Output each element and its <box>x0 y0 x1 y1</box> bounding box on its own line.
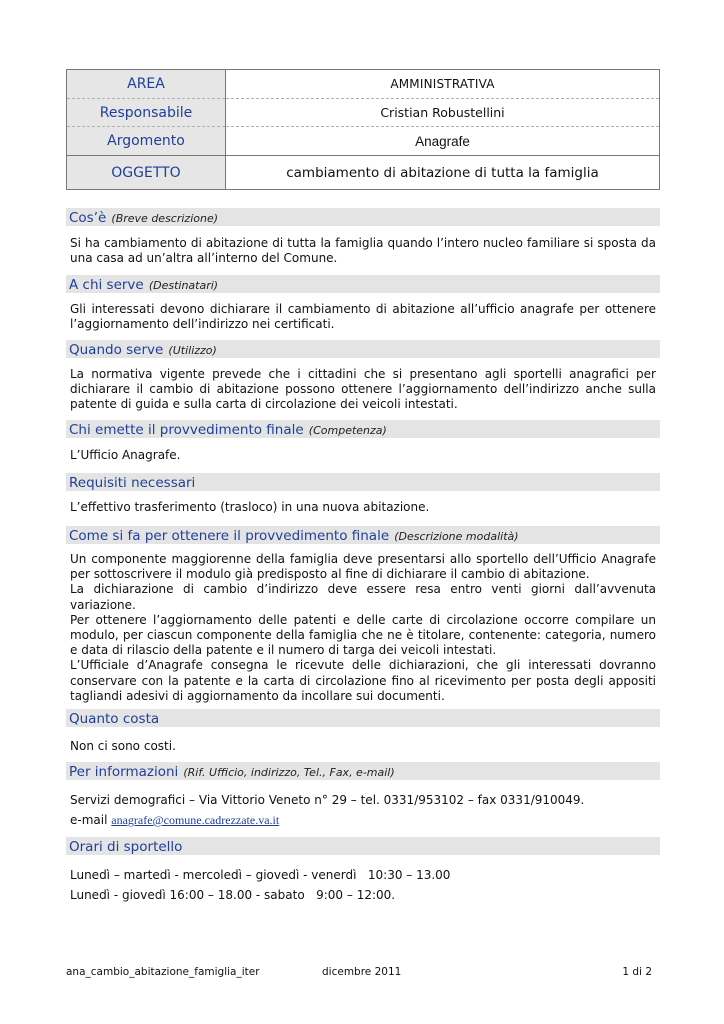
header-row-responsabile <box>67 99 660 127</box>
section-title: Cos’è <box>69 210 107 226</box>
section-subtitle: (Rif. Ufficio, indirizzo, Tel., Fax, e-mail) <box>183 766 395 779</box>
email-line <box>70 813 279 828</box>
section-text-come-si-fa <box>70 552 656 704</box>
section-text-quanto-costa: Non ci sono costi. <box>70 739 176 753</box>
section-header-quando-serve <box>66 340 660 358</box>
section-header-come-si-fa <box>66 526 660 544</box>
section-text-cose: Si ha cambiamento di abitazione di tutta la famiglia quando l’intero nucleo familiare si sposta da una casa ad un’altra all’interno del Comune. <box>70 236 656 266</box>
responsabile-label: Responsabile <box>67 99 226 127</box>
oggetto-value: cambiamento di abitazione di tutta la famiglia <box>286 164 599 181</box>
section-header-requisiti <box>66 473 660 491</box>
section-subtitle: (Destinatari) <box>148 279 219 292</box>
responsabile-value: Cristian Robustellini <box>226 99 660 127</box>
header-table <box>66 69 660 190</box>
section-header-cose <box>66 208 660 226</box>
section-text-quando-serve: La normativa vigente prevede che i cittadini che si presentano agli sportelli anagrafici per dichiarare il cambio di abitazione possono ottenere l’aggiornamento dell’indirizzo anche sulla patente di guida e sulla carta di circolazione dei veicoli intestati. <box>70 367 656 412</box>
section-text-requisiti: L’effettivo trasferimento (trasloco) in una nuova abitazione. <box>70 500 430 514</box>
header-row-area <box>67 70 660 99</box>
header-row-argomento <box>67 127 660 156</box>
email-link[interactable]: anagrafe@comune.cadrezzate.va.it <box>111 813 280 827</box>
area-label: AREA <box>67 70 226 99</box>
section-title: Requisiti necessari <box>69 475 196 491</box>
argomento-label: Argomento <box>67 127 226 156</box>
section-text-chi-emette: L’Ufficio Anagrafe. <box>70 448 181 462</box>
section-title: Per informazioni <box>69 764 179 780</box>
section-subtitle: (Descrizione modalità) <box>394 530 519 543</box>
section-title: Quando serve <box>69 342 164 358</box>
section-title: Quanto costa <box>69 711 160 727</box>
footer-date: dicembre 2011 <box>322 966 402 978</box>
argomento-value: Anagrafe <box>226 127 660 156</box>
section-title: Orari di sportello <box>69 839 183 855</box>
paragraph: L’Ufficiale d’Anagrafe consegna le ricevute delle dichiarazioni, che gli interessati dovranno conservare con la patente e la carta di circolazione fino al ricevimento per posta degli appositi tagliandi adesivi di aggiornamento da incollare sui documenti. <box>70 658 656 703</box>
section-header-per-informazioni <box>66 762 660 780</box>
section-header-a-chi-serve <box>66 275 660 293</box>
section-header-chi-emette <box>66 420 660 438</box>
section-title: Come si fa per ottenere il provvedimento finale <box>69 528 390 544</box>
paragraph: Per ottenere l’aggiornamento delle patenti e delle carte di circolazione occorre compilare un modulo, per ciascun componente della famiglia che ne è titolare, contenente: categoria, numero e data di rilascio della patente e il numero di targa dei veicoli intestati. <box>70 612 656 658</box>
contact-info-line: Servizi demografici – Via Vittorio Veneto n° 29 – tel. 0331/953102 – fax 0331/910049. <box>70 793 585 807</box>
footer-filename: ana_cambio_abitazione_famiglia_iter <box>66 966 260 978</box>
paragraph: Un componente maggiorenne della famiglia deve presentarsi allo sportello dell’Ufficio Anagrafe per sottoscrivere il modulo già predisposto al fine di dichiarare il cambio di abitazione. <box>70 552 656 582</box>
oggetto-label: OGGETTO <box>67 156 226 190</box>
header-row-oggetto <box>67 156 660 190</box>
opening-hours-line-2: Lunedì - giovedì 16:00 – 18.00 - sabato 9:00 – 12:00. <box>70 888 396 902</box>
section-text-a-chi-serve: Gli interessati devono dichiarare il cambiamento di abitazione all’ufficio anagrafe per ottenere l’aggiornamento dell’indirizzo nei certificati. <box>70 302 656 332</box>
section-subtitle: (Utilizzo) <box>168 344 217 357</box>
area-value: AMMINISTRATIVA <box>226 70 660 99</box>
paragraph: La dichiarazione di cambio d’indirizzo deve essere resa entro venti giorni dall’avvenuta variazione. <box>70 582 656 612</box>
section-subtitle: (Competenza) <box>308 424 387 437</box>
email-label: e-mail <box>70 813 108 827</box>
opening-hours-line-1: Lunedì – martedì - mercoledì – giovedì - venerdì 10:30 – 13.00 <box>70 868 451 882</box>
section-title: A chi serve <box>69 277 144 293</box>
section-subtitle: (Breve descrizione) <box>111 212 219 225</box>
section-header-quanto-costa <box>66 709 660 727</box>
section-title: Chi emette il provvedimento finale <box>69 422 304 438</box>
section-header-orari <box>66 837 660 855</box>
footer-page-number: 1 di 2 <box>622 966 652 978</box>
